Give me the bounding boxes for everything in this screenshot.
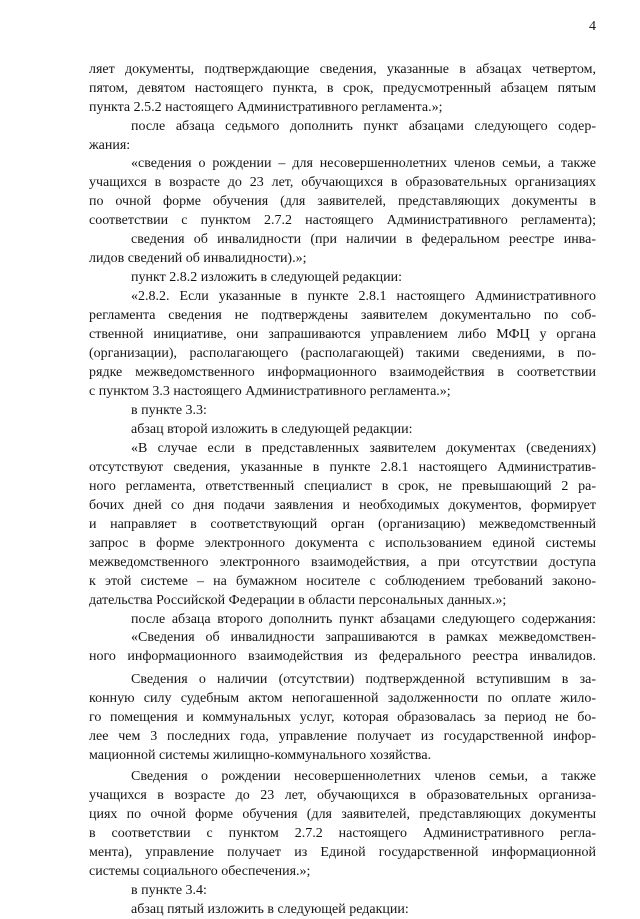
text-line: системы социального обеспечения.»; [89,864,311,879]
text-line: соответствии с пунктом 2.7.2 настоящего Административного регламента); [89,213,596,228]
text-line: ственной инициативе, они запрашиваются управлением либо МФЦ у органа [89,327,596,342]
text-line: (организации), располагающего (располагающей) такими сведениями, в по- [89,346,596,361]
text-line: и направляет в соответствующий орган (организацию) межведомственный [89,517,596,532]
text-line: отсутствуют сведения, указанные в пункте 2.8.1 настоящего Административ- [89,460,596,475]
text-line: Сведения о рождении несовершеннолетних членов семьи, а также [131,769,596,784]
text-line: после абзаца седьмого дополнить пункт абзацами следующего содер- [131,119,596,134]
text-line: после абзаца второго дополнить пункт абзацами следующего содержания: [131,612,596,627]
text-line: «В случае если в представленных заявителем документах (сведениях) [131,441,596,456]
text-line: жания: [89,138,131,153]
text-line: циях по очной форме обучения (для заявителей, представляющих документы [89,807,596,822]
text-line: бочих дней со дня подачи заявления и необходимых документов, формирует [89,498,596,513]
text-line: регламента сведения не подтверждены заявителем документально по соб- [89,308,596,323]
text-line: учащихся в возрасте до 23 лет, обучающихся в образовательных организа- [89,788,596,803]
text-line: учащихся в возрасте до 23 лет, обучающихся в образовательных организациях [89,175,596,190]
text-line: межведомственного электронного взаимодействия, а при отсутствии доступа [89,555,596,570]
text-line: в пункте 3.4: [131,883,207,898]
text-line: «2.8.2. Если указанные в пункте 2.8.1 настоящего Административного [131,289,596,304]
text-line: в соответствии с пунктом 2.7.2 настоящего Административного регла- [89,826,596,841]
text-line: запрос в форме электронного документа с использованием единой системы [89,536,596,551]
text-line: рядке межведомственного информационного взаимодействия в соответствии [89,365,596,380]
text-line: го помещения и коммунальных услуг, которая образовалась за период не бо- [89,710,596,725]
text-line: пункт 2.8.2 изложить в следующей редакции: [131,270,402,285]
page-number: 4 [589,19,596,34]
text-line: лее чем 3 последних года, управление получает из государственной инфор- [89,729,596,744]
text-line: мента), управление получает из Единой государственной информационной [89,845,596,860]
text-line: пункта 2.5.2 настоящего Административного регламента.»; [89,100,443,115]
text-line: пятом, девятом настоящего пункта, в срок, предусмотренный абзацем пятым [89,81,596,96]
text-line: к этой системе – на бумажном носителе с соблюдением требований законо- [89,574,596,589]
text-line: с пунктом 3.3 настоящего Административного регламента.»; [89,384,451,399]
text-line: абзац пятый изложить в следующей редакции: [131,902,409,917]
text-line: сведения об инвалидности (при наличии в федеральном реестре инва- [131,232,596,247]
text-line: Сведения о наличии (отсутствии) подтвержденной вступившим в за- [131,672,596,687]
text-line: абзац второй изложить в следующей редакции: [131,422,413,437]
text-line: в пункте 3.3: [131,403,207,418]
text-line: «Сведения об инвалидности запрашиваются в рамках межведомствен- [131,630,596,645]
text-line: ного регламента, ответственный специалист в срок, не превышающий 2 ра- [89,479,596,494]
text-line: дательства Российской Федерации в области персональных данных.»; [89,593,507,608]
text-line: «сведения о рождении – для несовершеннолетних членов семьи, а также [131,156,596,171]
text-line: лидов сведений об инвалидности).»; [89,251,307,266]
text-line: по очной форме обучения (для заявителей, представляющих документы в [89,194,596,209]
text-line: мационной системы жилищно-коммунального хозяйства. [89,748,432,763]
text-line: конную силу судебным актом непогашенной задолженности по оплате жило- [89,691,596,706]
text-line: ляет документы, подтверждающие сведения, указанные в абзацах четвертом, [89,62,596,77]
text-line: ного информационного взаимодействия из федерального реестра инвалидов. [89,649,596,664]
